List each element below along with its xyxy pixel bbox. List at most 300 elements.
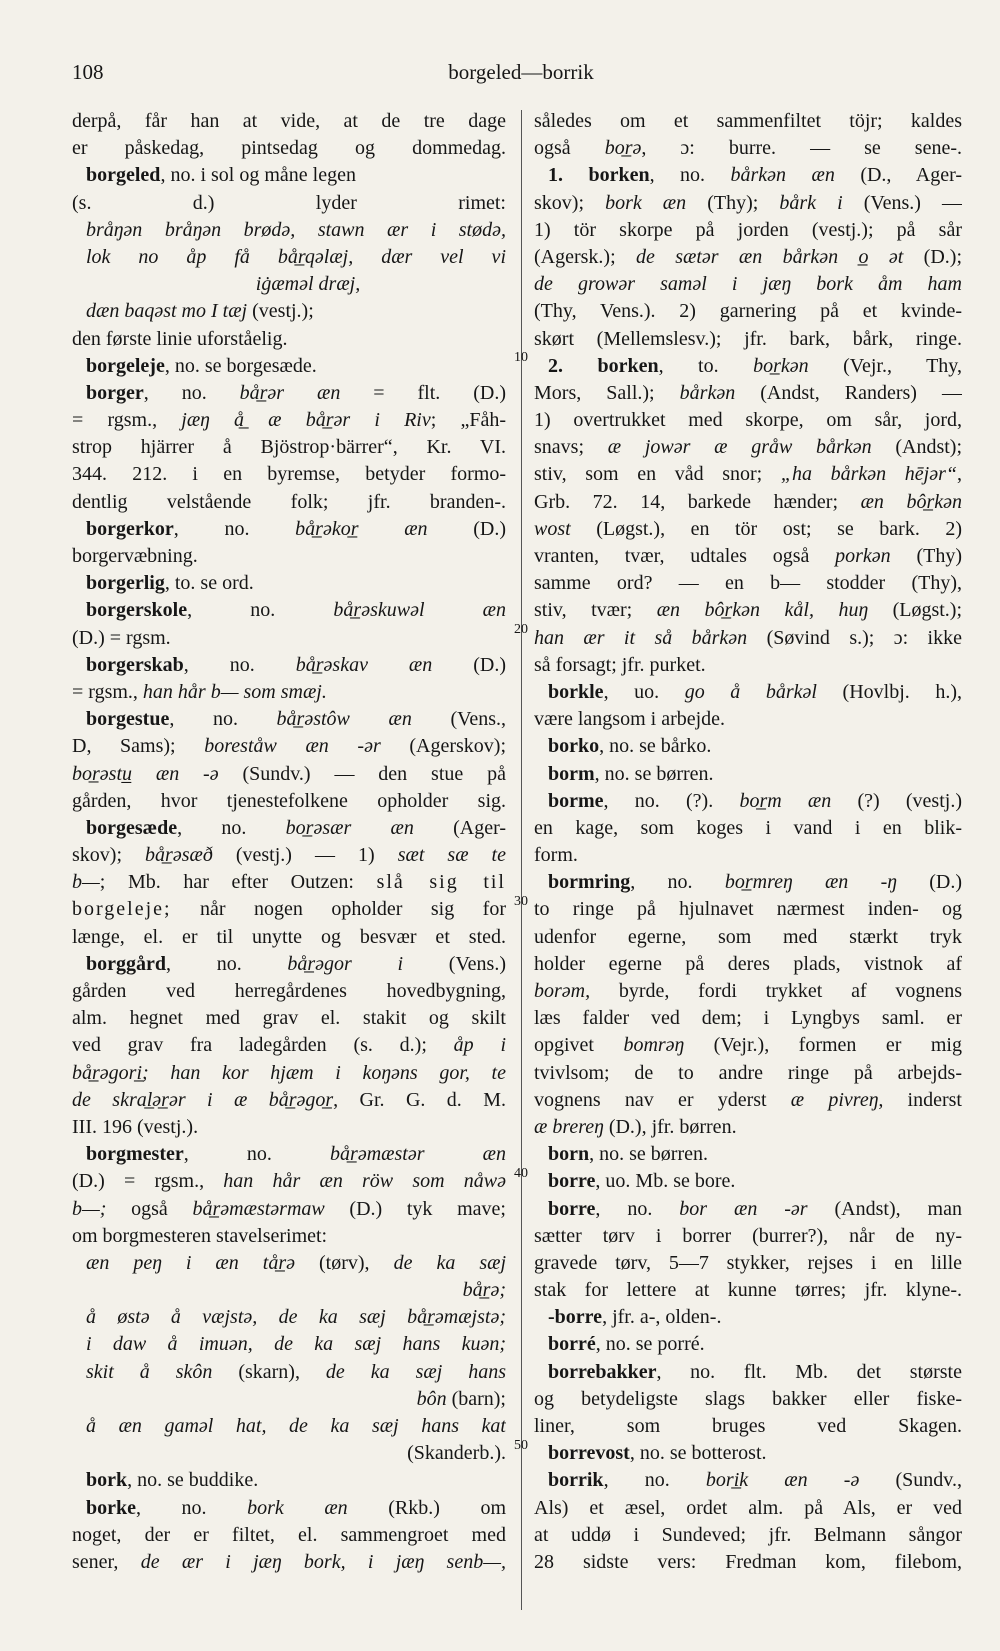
- text-run: gården, hvor tjenestefolkene opholder sig.: [72, 789, 506, 812]
- text-run: go å bårkəl: [684, 680, 817, 703]
- headword: borkle: [548, 680, 604, 703]
- text-line: [534, 924, 962, 951]
- headword: born: [548, 1143, 590, 1166]
- text-line: [534, 815, 962, 842]
- line-number: 10: [514, 350, 528, 365]
- headword: borgerskole: [86, 599, 188, 622]
- text-run: dæn baqəst mo I tæj: [86, 300, 248, 323]
- text-run: være langsom i arbejde.: [534, 708, 726, 731]
- text-run: = rgsm.,: [72, 409, 182, 432]
- text-run: bår̲əmæstər æn: [330, 1143, 506, 1166]
- text-line: [534, 706, 962, 733]
- text-line: [534, 1413, 962, 1440]
- text-run: bårk i: [779, 191, 843, 214]
- text-line: [534, 461, 962, 488]
- text-run: „ha bårkən hējər“: [780, 463, 957, 486]
- text-line: [72, 679, 506, 706]
- text-run: , no.: [183, 1143, 331, 1166]
- headword: borko: [548, 735, 600, 758]
- text-run: 1) tör skorpe på jorden (vestj.); på sår: [534, 218, 962, 241]
- text-line: [534, 625, 962, 652]
- line-number: 40: [514, 1166, 528, 1181]
- text-run: , to.: [658, 354, 754, 377]
- text-run: , no. flt. Mb. det største: [656, 1360, 962, 1383]
- text-run: bårkən: [679, 381, 736, 404]
- text-run: , no.: [136, 1496, 248, 1519]
- text-run: strop hjärrer å Bjöstrop·bärrer“, Kr. VI.: [72, 436, 506, 459]
- headword: borgerskab: [86, 653, 184, 676]
- text-line: [534, 978, 962, 1005]
- text-run: (Sundv.) — den stue på: [218, 762, 506, 785]
- text-line: [72, 978, 506, 1005]
- text-run: bor̲əstu̲ æn -ə: [72, 762, 219, 785]
- text-run: (D., Ager-: [834, 164, 962, 187]
- text-line: [72, 380, 506, 407]
- text-run: boreståw æn -ər: [204, 735, 381, 758]
- text-line: [534, 1522, 962, 1549]
- text-line: [72, 1087, 506, 1114]
- text-line: [72, 924, 506, 951]
- text-run: , no.: [603, 1469, 706, 1492]
- text-run: ; Mb. har efter Outzen:: [99, 871, 377, 894]
- text-run: , uo.: [603, 680, 685, 703]
- text-run: wost: [534, 517, 571, 540]
- text-run: jæŋ å̲ æ bår̲ər i Riv: [181, 409, 431, 432]
- text-run: dentlig velstående folk; jfr. branden-.: [72, 490, 506, 513]
- headword: borger: [86, 381, 144, 404]
- text-run: (D.) = rgsm.,: [72, 1170, 224, 1193]
- text-run: bår̲əstôw æn: [276, 708, 412, 731]
- text-run: byrde, fordi trykket af vognens: [590, 980, 962, 1002]
- text-line: [72, 1359, 506, 1386]
- text-run: , no.: [169, 708, 277, 731]
- text-run: , no.: [143, 381, 240, 404]
- headword: 2. borken: [548, 354, 659, 377]
- text-run: de ær i jæŋ bork, i jæŋ senb—,: [140, 1550, 506, 1573]
- text-run: to ringe på hjulnavet nærmest inden- og: [534, 898, 962, 921]
- page-header: [72, 54, 970, 94]
- text-run: stiv, som en våd snor;: [534, 463, 781, 486]
- headword: borgeled: [86, 164, 161, 187]
- text-run: , jfr. a-, olden-.: [602, 1306, 722, 1329]
- text-line: [72, 108, 506, 135]
- text-run: , no.: [595, 1197, 680, 1220]
- text-run: de sætər æn bårkən o̲ ət: [636, 245, 904, 268]
- text-run: , no. se porré.: [595, 1333, 705, 1356]
- text-line: [534, 1495, 962, 1522]
- text-run: ; „Fåh-: [430, 409, 506, 432]
- text-line: [72, 706, 506, 733]
- text-line: [72, 1277, 506, 1304]
- text-run: er påskedag, pintsedag og dommedag.: [72, 137, 506, 160]
- text-run: opgivet: [534, 1034, 624, 1057]
- text-run: bår̲əmæstərmaw: [192, 1197, 325, 1220]
- text-run: iġæməl dræj,: [255, 273, 361, 296]
- text-run: borəm,: [534, 980, 591, 1002]
- text-run: han hår b— som smæj.: [142, 680, 327, 703]
- text-line: [72, 570, 506, 597]
- text-run: om borgmesteren stavelserimet:: [72, 1224, 328, 1247]
- text-run: noget, der er filtet, el. sammengroet med: [72, 1523, 506, 1546]
- text-run: bår̲ər æn: [239, 381, 341, 404]
- text-line: [72, 298, 506, 325]
- text-run: når nogen opholder sig for: [171, 898, 506, 921]
- page-number: 108: [72, 60, 104, 84]
- text-run: (Thy);: [686, 191, 780, 214]
- text-run: bomrəŋ: [623, 1034, 685, 1057]
- text-line: [72, 652, 506, 679]
- text-line: [72, 407, 506, 434]
- text-line: [534, 1304, 962, 1331]
- text-run: ,: [956, 463, 962, 486]
- text-line: [534, 1060, 962, 1087]
- text-line: [534, 761, 962, 788]
- text-run: stak for lettere at kunne tørres; jfr. klyne-.: [534, 1279, 962, 1302]
- text-run: liner, som bruges ved Skagen.: [534, 1415, 962, 1437]
- text-run: æn peŋ i æn tår̲ə: [86, 1251, 295, 1274]
- text-run: inderst: [883, 1088, 962, 1111]
- text-line: [72, 815, 506, 842]
- text-run: holder egerne på deres plads, vistnok af: [534, 952, 962, 975]
- text-run: borgervæbning.: [72, 545, 198, 567]
- text-line: [72, 761, 506, 788]
- headword: borme: [548, 789, 604, 812]
- text-run: de ka sæj hans: [325, 1360, 506, 1383]
- text-run: sæt sæ te: [397, 844, 506, 867]
- text-line: [534, 869, 962, 896]
- text-run: (D.) tyk mave;: [324, 1197, 506, 1220]
- text-line: [72, 1196, 506, 1223]
- text-line: [72, 1005, 506, 1032]
- text-line: [72, 1060, 506, 1087]
- text-run: åp i: [453, 1034, 506, 1057]
- text-line: [72, 1495, 506, 1522]
- text-line: [72, 1223, 506, 1250]
- text-line: [72, 244, 506, 271]
- text-line: [72, 217, 506, 244]
- text-run: , uo. Mb. se bore.: [595, 1170, 736, 1193]
- text-run: , no.: [183, 653, 296, 676]
- text-run: , no.: [630, 871, 725, 894]
- text-line: [534, 1196, 962, 1223]
- text-run: den første linie uforståelig.: [72, 327, 288, 350]
- headword: borre: [548, 1197, 596, 1220]
- text-run: = rgsm.,: [72, 680, 143, 703]
- text-run: 28 sidste vers: Fredman kom, filebom,: [534, 1550, 962, 1573]
- text-line: [72, 1386, 506, 1413]
- text-run: bork æn: [247, 1496, 348, 1519]
- text-run: (Rkb.) om: [347, 1496, 506, 1519]
- text-line: [72, 135, 506, 162]
- text-run: 344. 212. i en byremse, betyder formo-: [72, 463, 506, 486]
- text-run: bor̲mreŋ æn -ŋ: [724, 871, 897, 894]
- text-line: [72, 1304, 506, 1331]
- text-run: å æn gaməl hat, de ka sæj hans kat: [86, 1415, 506, 1437]
- text-line: [72, 543, 506, 570]
- text-line: [72, 489, 506, 516]
- text-run: læs falder ved dem; i Lyngbys saml. er: [534, 1007, 962, 1030]
- right-column: [534, 108, 962, 1576]
- text-line: [534, 1114, 962, 1141]
- text-run: (skarn),: [212, 1360, 326, 1383]
- text-run: han hår æn röw som nåwə: [223, 1170, 506, 1193]
- text-line: [72, 1114, 506, 1141]
- text-run: , ɔ: burre. — se sene-.: [641, 137, 962, 160]
- text-run: (Sundv.,: [859, 1469, 962, 1492]
- text-line: [534, 679, 962, 706]
- text-line: [534, 407, 962, 434]
- text-line: [534, 951, 962, 978]
- line-number: 30: [514, 894, 528, 909]
- text-run: lok no åp få bår̲qəlæj, dær vel vi: [86, 245, 506, 268]
- text-run: (barn);: [446, 1387, 506, 1410]
- text-run: gravede tørv, 5—7 stykker, rejses i en lille: [534, 1251, 962, 1274]
- text-run: bår̲əskuwəl æn: [333, 599, 506, 622]
- text-run: de growər saməl i jæŋ bork åm ham: [534, 273, 962, 296]
- text-run: ved grav fra ladegården (s. d.);: [72, 1034, 454, 1057]
- line-number: 20: [514, 622, 528, 637]
- text-line: [534, 1277, 962, 1304]
- text-line: [72, 162, 506, 189]
- text-line: [534, 298, 962, 325]
- headword: -borre: [548, 1306, 603, 1329]
- text-line: [534, 162, 962, 189]
- text-line: [72, 271, 506, 298]
- text-run: (vestj.) — 1): [212, 844, 398, 867]
- text-line: [534, 244, 962, 271]
- headword: bormring: [548, 871, 631, 894]
- text-line: [72, 1250, 506, 1277]
- text-line: [72, 516, 506, 543]
- text-line: [72, 1549, 506, 1576]
- text-run: (?) (vestj.): [831, 789, 962, 812]
- text-run: (Ager-: [413, 816, 506, 839]
- text-run: tvivlsom; de to andre ringe på arbejds-: [534, 1061, 962, 1084]
- text-run: i daw å imuən, de ka sæj hans kuən;: [86, 1333, 506, 1356]
- text-run: (D.), jfr. børren.: [603, 1115, 737, 1138]
- headword: borggård: [86, 952, 166, 975]
- left-column: [72, 108, 506, 1576]
- text-line: [72, 733, 506, 760]
- text-run: (D.): [432, 653, 506, 676]
- text-line: [534, 434, 962, 461]
- text-line: [534, 1386, 962, 1413]
- text-run: , no. se børren.: [594, 762, 714, 785]
- text-run: skit å skôn: [86, 1360, 213, 1383]
- text-run: , no. (?).: [603, 789, 740, 812]
- text-run: bår̲əkor̲ æn: [295, 517, 428, 540]
- headword: borrevost: [548, 1442, 630, 1465]
- text-line: [534, 652, 962, 679]
- headword: bork: [86, 1469, 128, 1492]
- text-run: , no. se børren.: [589, 1143, 708, 1166]
- text-run: 1) overtrukket med skorpe, om sår, jord,: [534, 409, 962, 432]
- text-run: bor̲kən: [753, 354, 809, 377]
- text-line: [534, 543, 962, 570]
- text-line: [534, 489, 962, 516]
- text-run: bor̲m æn: [739, 789, 832, 812]
- text-run: så forsagt; jfr. purket.: [534, 653, 706, 676]
- headword: borgerkor: [86, 517, 174, 540]
- text-run: (Agerskov);: [380, 735, 506, 758]
- text-run: bår̲ə;: [462, 1279, 506, 1302]
- text-run: å østə å væjstə, de ka sæj bår̲əmæjstə;: [86, 1306, 506, 1329]
- text-run: , no. i sol og måne legen: [160, 164, 356, 187]
- text-run: porkən: [835, 545, 891, 567]
- text-run: bôn: [416, 1387, 447, 1410]
- headword: borré: [548, 1333, 596, 1356]
- text-run: D, Sams);: [72, 735, 205, 758]
- text-run: , Gr. G. d. M.: [333, 1088, 506, 1111]
- text-run: (Andst);: [871, 436, 962, 459]
- running-head: borgeled—borrik: [448, 60, 594, 84]
- headword: borrik: [548, 1469, 604, 1492]
- text-run: (Thy, Vens.). 2) garnering på et kvinde-: [534, 300, 962, 323]
- text-line: [534, 1250, 962, 1277]
- text-run: gården ved herregårdenes hovedbygning,: [72, 980, 506, 1002]
- text-run: , no.: [177, 816, 286, 839]
- text-run: bor̲ə: [604, 137, 642, 160]
- text-run: , no. se botterost.: [629, 1442, 767, 1465]
- text-run: III. 196 (vestj.).: [72, 1115, 199, 1138]
- text-line: [534, 326, 962, 353]
- text-run: æn bôr̲kən kål, huŋ: [656, 599, 869, 622]
- text-line: [72, 1522, 506, 1549]
- text-run: (Andst), man: [807, 1197, 962, 1220]
- text-run: Als) et æsel, ordet alm. på Als, er ved: [534, 1496, 962, 1519]
- text-run: (Løgst.);: [868, 599, 962, 622]
- text-run: form.: [534, 844, 578, 867]
- text-line: [534, 1549, 962, 1576]
- text-run: , no.: [649, 164, 731, 187]
- text-run: æ jowər æ gråw bårkən: [607, 436, 872, 459]
- text-line: [534, 733, 962, 760]
- text-line: [72, 1331, 506, 1358]
- text-run: Grb. 72. 14, barkede hænder;: [534, 490, 861, 513]
- text-run: vognens nav er yderst: [534, 1088, 791, 1111]
- text-run: (Skanderb.).: [407, 1442, 506, 1465]
- text-run: , to. se ord.: [164, 572, 254, 595]
- text-line: [534, 597, 962, 624]
- text-run: (Thy): [890, 545, 962, 567]
- text-run: (Agersk.);: [534, 245, 636, 268]
- text-line: [534, 271, 962, 298]
- text-run: , no. se buddike.: [127, 1469, 259, 1492]
- text-run: også: [106, 1197, 193, 1220]
- text-run: b—: [72, 871, 100, 894]
- text-run: (s. d.) lyder rimet:: [72, 191, 506, 214]
- text-run: æ pivreŋ,: [790, 1088, 884, 1111]
- text-run: skørt (Mellemslesv.); jfr. bark, bårk, ringe.: [534, 327, 962, 350]
- text-line: [534, 1331, 962, 1358]
- text-line: [534, 1440, 962, 1467]
- text-run: bork æn: [605, 191, 687, 214]
- text-run: (tørv),: [295, 1251, 394, 1274]
- headword: borke: [86, 1496, 136, 1519]
- text-run: længe, el. er til unytte og besvær et sted.: [72, 925, 506, 948]
- text-line: [534, 353, 962, 380]
- text-run: (Vens.,: [411, 708, 506, 731]
- text-run: , no. se bårko.: [599, 735, 712, 758]
- text-run: derpå, får han at vide, at de tre dage: [72, 110, 506, 132]
- text-run: og betydeligste slags bakker eller fiske-: [534, 1387, 962, 1410]
- text-line: [534, 516, 962, 543]
- text-run: snavs;: [534, 436, 608, 459]
- text-run: at uddø i Sundeved; jfr. Belmann sångor: [534, 1523, 962, 1546]
- text-run: , no.: [187, 599, 334, 622]
- text-run: (Hovlbj. h.),: [816, 680, 962, 703]
- text-run: æn bôr̲kən: [860, 490, 962, 513]
- text-run: en kage, som koges i vand i en blik-: [534, 816, 962, 839]
- text-run: (D.): [896, 871, 962, 894]
- text-run: samme ord? — en b— stodder (Thy),: [534, 572, 962, 595]
- text-line: [534, 108, 962, 135]
- text-line: [534, 1467, 962, 1494]
- text-run: (Vejr.), formen er mig: [684, 1034, 962, 1057]
- text-run: b—;: [72, 1197, 107, 1220]
- text-run: (Andst, Randers) —: [735, 381, 962, 404]
- text-run: (Søvind s.); ɔ: ikke: [747, 626, 962, 649]
- text-line: [534, 217, 962, 244]
- text-line: [534, 1087, 962, 1114]
- headword: borre: [548, 1170, 596, 1193]
- text-line: [72, 951, 506, 978]
- text-run: bår̲əgor i: [287, 952, 404, 975]
- headword: borgerlig: [86, 572, 165, 595]
- text-run: (vestj.);: [247, 300, 314, 323]
- text-run: alm. hegnet med grav el. stakit og skilt: [72, 1007, 506, 1030]
- text-line: [534, 380, 962, 407]
- headword: borm: [548, 762, 595, 785]
- text-run: borgeleje;: [72, 898, 172, 921]
- headword: borgmester: [86, 1143, 184, 1166]
- text-run: de ka sæj: [393, 1251, 506, 1274]
- text-run: skov);: [534, 191, 606, 214]
- text-run: vranten, tvær, udtales også: [534, 545, 836, 567]
- text-line: [534, 842, 962, 869]
- text-run: han ær it så bårkən: [534, 626, 748, 649]
- column-divider: [521, 110, 522, 1610]
- text-run: , no.: [166, 952, 288, 975]
- text-line: [534, 1168, 962, 1195]
- text-line: [72, 1467, 506, 1494]
- text-run: således om et sammenfiltet töjr; kaldes: [534, 110, 962, 132]
- text-run: bori̲k æn -ə: [705, 1469, 860, 1492]
- text-run: (D.): [427, 517, 506, 540]
- text-run: sætter tørv i borrer (burrer?), når de ny-: [534, 1224, 962, 1247]
- text-run: , no. se borgesæde.: [164, 354, 317, 377]
- text-run: bråŋən bråŋən brødə, stawn ær i stødə,: [86, 218, 506, 241]
- text-run: bår̲əsæð: [145, 844, 213, 867]
- text-run: slå sig til: [376, 871, 506, 894]
- headword: borgesæde: [86, 816, 178, 839]
- text-run: (Vens.): [403, 952, 506, 975]
- text-line: [534, 1223, 962, 1250]
- headword: borgestue: [86, 708, 170, 731]
- text-line: [534, 896, 962, 923]
- text-line: [72, 1032, 506, 1059]
- text-run: også: [534, 137, 605, 160]
- text-line: [72, 461, 506, 488]
- headword: 1. borken: [548, 164, 650, 187]
- text-line: [534, 1032, 962, 1059]
- text-run: (Vejr., Thy,: [808, 354, 962, 377]
- line-number: 50: [514, 1438, 528, 1453]
- text-run: sener,: [72, 1550, 141, 1573]
- text-line: [72, 788, 506, 815]
- headword: borgeleje: [86, 354, 165, 377]
- text-run: (D.);: [903, 245, 962, 268]
